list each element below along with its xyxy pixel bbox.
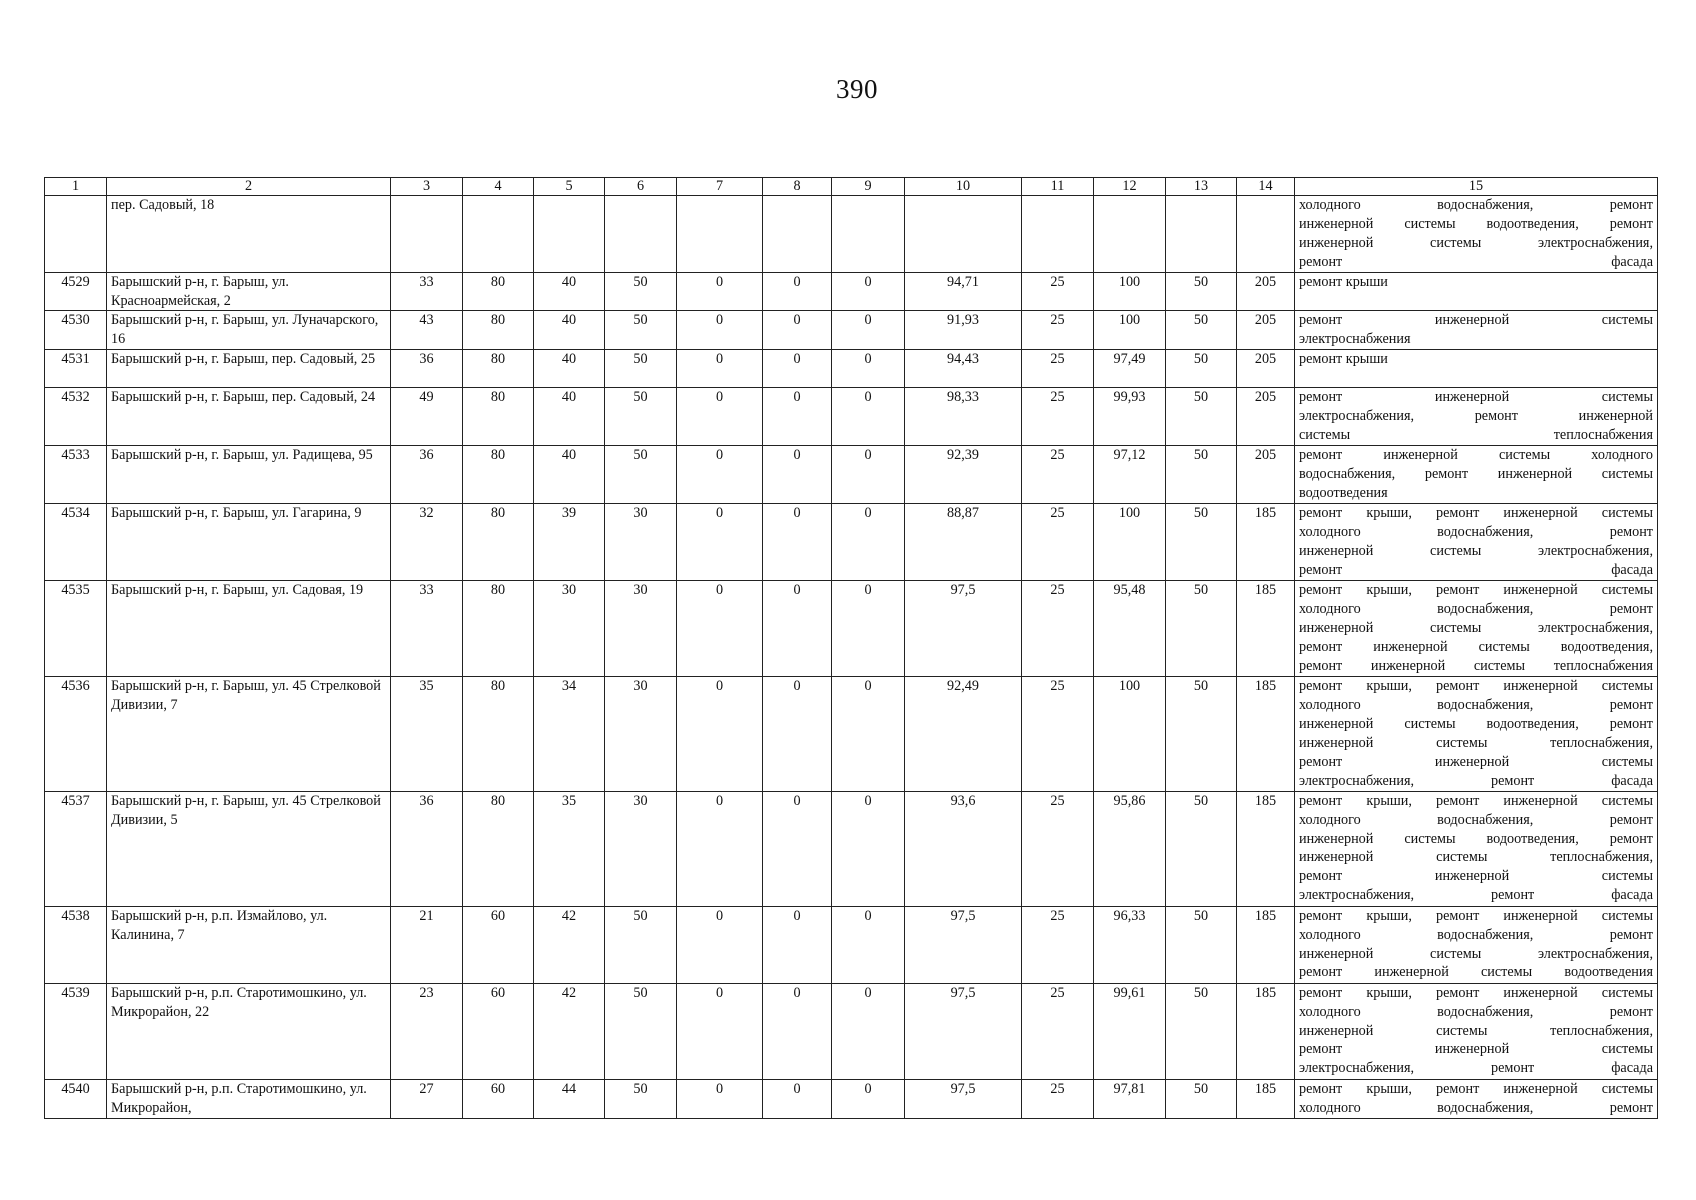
address-cell: Барышский р-н, г. Барыш, ул. 45 Стрелковой Дивизии, 7: [107, 677, 391, 791]
work-line: ремонт инженерной системы водоотведения: [1299, 964, 1653, 981]
value-cell-c8: 0: [763, 906, 832, 983]
value-cell-c8: [763, 196, 832, 273]
value-cell-c5: 39: [534, 504, 605, 581]
work-line: ремонт крыши, ремонт инженерной системы: [1299, 1080, 1653, 1097]
row-number: 4535: [45, 581, 107, 677]
row-number: 4533: [45, 446, 107, 504]
row-number: 4529: [45, 272, 107, 311]
value-cell-c6: 50: [605, 311, 677, 350]
column-header: 11: [1022, 178, 1094, 196]
table-row: [45, 983, 1658, 1079]
work-line: холодного водоснабжения, ремонт: [1299, 697, 1653, 714]
value-cell-c4: 80: [463, 677, 534, 791]
value-cell-c7: 0: [677, 1079, 763, 1118]
work-description-cell: [1295, 446, 1658, 504]
value-cell-c11: 25: [1022, 581, 1094, 677]
value-cell-c14: 205: [1237, 311, 1295, 350]
work-line: ремонт крыши, ремонт инженерной системы: [1299, 792, 1653, 809]
work-line: инженерной системы водоотведения, ремонт: [1299, 215, 1653, 232]
value-cell-c14: 185: [1237, 504, 1295, 581]
work-description-cell: [1295, 677, 1658, 791]
table-row: [45, 677, 1658, 791]
column-header: 9: [832, 178, 905, 196]
value-cell-c13: 50: [1166, 677, 1237, 791]
value-cell-c7: 0: [677, 272, 763, 311]
value-cell-c4: 80: [463, 504, 534, 581]
address-cell: Барышский р-н, г. Барыш, ул. Красноармейская, 2: [107, 272, 391, 311]
table-row: [45, 350, 1658, 388]
value-cell-c3: 36: [391, 791, 463, 906]
work-line: ремонт инженерной системы теплоснабжения: [1299, 657, 1653, 674]
work-line: ремонт крыши, ремонт инженерной системы: [1299, 907, 1653, 924]
column-header: 12: [1094, 178, 1166, 196]
value-cell-c5: 34: [534, 677, 605, 791]
value-cell-c12: 100: [1094, 677, 1166, 791]
work-line: ремонт крыши, ремонт инженерной системы: [1299, 984, 1653, 1001]
work-description-cell: [1295, 311, 1658, 350]
value-cell-c8: 0: [763, 581, 832, 677]
row-number: 4538: [45, 906, 107, 983]
value-cell-c6: 50: [605, 906, 677, 983]
work-description-cell: [1295, 983, 1658, 1079]
value-cell-c9: 0: [832, 350, 905, 388]
value-cell-c10: 97,5: [905, 906, 1022, 983]
work-line: ремонт инженерной системы водоотведения,: [1299, 638, 1653, 655]
work-line: инженерной системы теплоснабжения,: [1299, 1022, 1653, 1039]
column-header: 4: [463, 178, 534, 196]
column-header: 3: [391, 178, 463, 196]
value-cell-c14: 185: [1237, 983, 1295, 1079]
value-cell-c12: 100: [1094, 311, 1166, 350]
value-cell-c6: 50: [605, 272, 677, 311]
value-cell-c13: 50: [1166, 983, 1237, 1079]
value-cell-c6: 30: [605, 791, 677, 906]
value-cell-c11: 25: [1022, 791, 1094, 906]
work-line: холодного водоснабжения, ремонт: [1299, 601, 1653, 618]
value-cell-c7: 0: [677, 311, 763, 350]
value-cell-c10: 94,71: [905, 272, 1022, 311]
work-description-cell: [1295, 350, 1658, 388]
value-cell-c3: 23: [391, 983, 463, 1079]
value-cell-c11: 25: [1022, 1079, 1094, 1118]
column-header: 10: [905, 178, 1022, 196]
work-line: ремонт фасада: [1299, 561, 1653, 578]
table-row: [45, 311, 1658, 350]
work-line: ремонт крыши: [1299, 351, 1388, 368]
column-header: 15: [1295, 178, 1658, 196]
table-body: [45, 196, 1658, 1119]
work-description-cell: [1295, 581, 1658, 677]
row-number: [45, 196, 107, 273]
value-cell-c4: 80: [463, 311, 534, 350]
value-cell-c12: 96,33: [1094, 906, 1166, 983]
column-header: 2: [107, 178, 391, 196]
address-cell: Барышский р-н, г. Барыш, ул. 45 Стрелковой Дивизии, 5: [107, 791, 391, 906]
value-cell-c13: 50: [1166, 272, 1237, 311]
value-cell-c4: [463, 196, 534, 273]
value-cell-c7: 0: [677, 791, 763, 906]
column-header: 1: [45, 178, 107, 196]
value-cell-c4: 80: [463, 791, 534, 906]
value-cell-c3: 36: [391, 350, 463, 388]
register-table: [44, 177, 1658, 1119]
value-cell-c3: 33: [391, 272, 463, 311]
row-number: 4534: [45, 504, 107, 581]
column-header: 5: [534, 178, 605, 196]
value-cell-c9: 0: [832, 272, 905, 311]
value-cell-c14: 185: [1237, 677, 1295, 791]
value-cell-c4: 80: [463, 581, 534, 677]
work-line: холодного водоснабжения, ремонт: [1299, 926, 1653, 943]
value-cell-c9: 0: [832, 791, 905, 906]
value-cell-c12: 99,93: [1094, 388, 1166, 446]
value-cell-c9: 0: [832, 1079, 905, 1118]
address-cell: Барышский р-н, г. Барыш, ул. Садовая, 19: [107, 581, 391, 677]
work-line: инженерной системы теплоснабжения,: [1299, 849, 1653, 866]
page-number: 390: [836, 74, 878, 104]
value-cell-c3: 49: [391, 388, 463, 446]
work-line: инженерной системы теплоснабжения,: [1299, 734, 1653, 751]
value-cell-c14: 185: [1237, 791, 1295, 906]
value-cell-c12: 99,61: [1094, 983, 1166, 1079]
work-description-cell: [1295, 791, 1658, 906]
value-cell-c7: 0: [677, 504, 763, 581]
address-cell: Барышский р-н, г. Барыш, ул. Луначарского, 16: [107, 311, 391, 350]
work-line: инженерной системы электроснабжения,: [1299, 543, 1653, 560]
work-line: холодного водоснабжения, ремонт: [1299, 811, 1653, 828]
value-cell-c9: 0: [832, 311, 905, 350]
value-cell-c6: 30: [605, 504, 677, 581]
value-cell-c12: 97,81: [1094, 1079, 1166, 1118]
value-cell-c10: 92,39: [905, 446, 1022, 504]
work-description-cell: [1295, 504, 1658, 581]
work-line: электроснабжения, ремонт фасада: [1299, 887, 1653, 904]
work-line: электроснабжения, ремонт фасада: [1299, 772, 1653, 789]
value-cell-c14: 205: [1237, 388, 1295, 446]
address-cell: Барышский р-н, г. Барыш, пер. Садовый, 25: [107, 350, 391, 388]
value-cell-c6: [605, 196, 677, 273]
value-cell-c5: 40: [534, 272, 605, 311]
value-cell-c8: 0: [763, 1079, 832, 1118]
value-cell-c13: 50: [1166, 504, 1237, 581]
value-cell-c11: 25: [1022, 983, 1094, 1079]
value-cell-c3: 33: [391, 581, 463, 677]
work-description-cell: [1295, 1079, 1658, 1118]
value-cell-c13: 50: [1166, 311, 1237, 350]
work-description-cell: [1295, 272, 1658, 311]
value-cell-c5: 40: [534, 446, 605, 504]
value-cell-c5: 42: [534, 983, 605, 1079]
value-cell-c11: 25: [1022, 350, 1094, 388]
column-header: 8: [763, 178, 832, 196]
value-cell-c12: 100: [1094, 272, 1166, 311]
table-row: [45, 272, 1658, 311]
work-line: ремонт инженерной системы: [1299, 1041, 1653, 1058]
work-line: ремонт фасада: [1299, 253, 1653, 270]
value-cell-c10: 97,5: [905, 1079, 1022, 1118]
address-cell: Барышский р-н, р.п. Старотимошкино, ул. Микрорайон,: [107, 1079, 391, 1118]
work-line: электроснабжения, ремонт фасада: [1299, 1060, 1653, 1077]
value-cell-c13: 50: [1166, 906, 1237, 983]
value-cell-c4: 60: [463, 1079, 534, 1118]
value-cell-c5: 40: [534, 350, 605, 388]
value-cell-c12: 95,86: [1094, 791, 1166, 906]
value-cell-c12: 97,49: [1094, 350, 1166, 388]
value-cell-c11: 25: [1022, 272, 1094, 311]
work-line: ремонт инженерной системы: [1299, 389, 1653, 406]
work-line: инженерной системы электроснабжения,: [1299, 234, 1653, 251]
work-line: ремонт инженерной системы: [1299, 753, 1653, 770]
value-cell-c3: 43: [391, 311, 463, 350]
value-cell-c8: 0: [763, 350, 832, 388]
value-cell-c6: 50: [605, 446, 677, 504]
value-cell-c7: 0: [677, 983, 763, 1079]
value-cell-c14: [1237, 196, 1295, 273]
value-cell-c8: 0: [763, 791, 832, 906]
work-line: системы теплоснабжения: [1299, 427, 1653, 444]
work-line: электроснабжения, ремонт инженерной: [1299, 408, 1653, 425]
value-cell-c14: 185: [1237, 906, 1295, 983]
work-line: ремонт инженерной системы холодного: [1299, 447, 1653, 464]
value-cell-c12: 100: [1094, 504, 1166, 581]
address-cell: пер. Садовый, 18: [107, 196, 391, 273]
work-line: ремонт крыши, ремонт инженерной системы: [1299, 582, 1653, 599]
table-row: [45, 791, 1658, 906]
row-number: 4531: [45, 350, 107, 388]
table-row: [45, 906, 1658, 983]
value-cell-c8: 0: [763, 677, 832, 791]
value-cell-c5: [534, 196, 605, 273]
value-cell-c13: 50: [1166, 350, 1237, 388]
value-cell-c9: 0: [832, 983, 905, 1079]
value-cell-c3: 21: [391, 906, 463, 983]
value-cell-c13: 50: [1166, 791, 1237, 906]
table-row: [45, 581, 1658, 677]
row-number: 4532: [45, 388, 107, 446]
table-row: [45, 504, 1658, 581]
value-cell-c10: [905, 196, 1022, 273]
value-cell-c7: 0: [677, 581, 763, 677]
value-cell-c13: 50: [1166, 388, 1237, 446]
column-header: 14: [1237, 178, 1295, 196]
value-cell-c10: 97,5: [905, 983, 1022, 1079]
value-cell-c9: 0: [832, 446, 905, 504]
work-description-cell: [1295, 196, 1658, 273]
value-cell-c6: 50: [605, 350, 677, 388]
value-cell-c4: 60: [463, 983, 534, 1079]
work-line: водоотведения: [1299, 485, 1388, 502]
work-line: холодного водоснабжения, ремонт: [1299, 524, 1653, 541]
value-cell-c6: 30: [605, 677, 677, 791]
value-cell-c8: 0: [763, 272, 832, 311]
value-cell-c8: 0: [763, 311, 832, 350]
work-line: ремонт инженерной системы: [1299, 868, 1653, 885]
value-cell-c10: 88,87: [905, 504, 1022, 581]
value-cell-c12: [1094, 196, 1166, 273]
value-cell-c6: 50: [605, 983, 677, 1079]
value-cell-c3: 36: [391, 446, 463, 504]
row-number: 4530: [45, 311, 107, 350]
value-cell-c9: [832, 196, 905, 273]
value-cell-c5: 40: [534, 388, 605, 446]
work-line: водоснабжения, ремонт инженерной системы: [1299, 466, 1653, 483]
address-cell: Барышский р-н, р.п. Измайлово, ул. Калинина, 7: [107, 906, 391, 983]
value-cell-c11: 25: [1022, 388, 1094, 446]
value-cell-c13: 50: [1166, 1079, 1237, 1118]
address-cell: Барышский р-н, р.п. Старотимошкино, ул. Микрорайон, 22: [107, 983, 391, 1079]
value-cell-c4: 60: [463, 906, 534, 983]
table-row: [45, 446, 1658, 504]
value-cell-c11: 25: [1022, 311, 1094, 350]
work-line: ремонт крыши: [1299, 273, 1388, 290]
value-cell-c8: 0: [763, 446, 832, 504]
work-description-cell: [1295, 906, 1658, 983]
value-cell-c9: 0: [832, 906, 905, 983]
value-cell-c4: 80: [463, 446, 534, 504]
value-cell-c14: 205: [1237, 272, 1295, 311]
value-cell-c3: 32: [391, 504, 463, 581]
column-header: 7: [677, 178, 763, 196]
address-cell: Барышский р-н, г. Барыш, ул. Радищева, 95: [107, 446, 391, 504]
work-line: ремонт крыши, ремонт инженерной системы: [1299, 678, 1653, 695]
value-cell-c10: 91,93: [905, 311, 1022, 350]
work-line: ремонт инженерной системы: [1299, 312, 1653, 329]
table-row: [45, 196, 1658, 273]
value-cell-c7: [677, 196, 763, 273]
row-number: 4536: [45, 677, 107, 791]
value-cell-c14: 205: [1237, 350, 1295, 388]
value-cell-c4: 80: [463, 350, 534, 388]
value-cell-c6: 50: [605, 388, 677, 446]
value-cell-c5: 35: [534, 791, 605, 906]
work-line: ремонт крыши, ремонт инженерной системы: [1299, 505, 1653, 522]
value-cell-c5: 44: [534, 1079, 605, 1118]
value-cell-c14: 185: [1237, 581, 1295, 677]
table-row: [45, 1079, 1658, 1118]
value-cell-c6: 50: [605, 1079, 677, 1118]
value-cell-c4: 80: [463, 388, 534, 446]
work-line: холодного водоснабжения, ремонт: [1299, 1099, 1653, 1116]
row-number: 4539: [45, 983, 107, 1079]
value-cell-c9: 0: [832, 388, 905, 446]
work-line: холодного водоснабжения, ремонт: [1299, 197, 1653, 213]
value-cell-c4: 80: [463, 272, 534, 311]
address-cell: Барышский р-н, г. Барыш, пер. Садовый, 24: [107, 388, 391, 446]
value-cell-c10: 93,6: [905, 791, 1022, 906]
value-cell-c8: 0: [763, 983, 832, 1079]
value-cell-c7: 0: [677, 677, 763, 791]
value-cell-c11: 25: [1022, 504, 1094, 581]
value-cell-c11: 25: [1022, 446, 1094, 504]
value-cell-c7: 0: [677, 388, 763, 446]
value-cell-c5: 42: [534, 906, 605, 983]
value-cell-c9: 0: [832, 581, 905, 677]
value-cell-c3: 35: [391, 677, 463, 791]
value-cell-c12: 95,48: [1094, 581, 1166, 677]
value-cell-c7: 0: [677, 446, 763, 504]
value-cell-c14: 205: [1237, 446, 1295, 504]
value-cell-c11: [1022, 196, 1094, 273]
value-cell-c3: [391, 196, 463, 273]
value-cell-c6: 30: [605, 581, 677, 677]
value-cell-c3: 27: [391, 1079, 463, 1118]
value-cell-c5: 30: [534, 581, 605, 677]
value-cell-c8: 0: [763, 504, 832, 581]
address-cell: Барышский р-н, г. Барыш, ул. Гагарина, 9: [107, 504, 391, 581]
table-row: [45, 388, 1658, 446]
column-header: 13: [1166, 178, 1237, 196]
work-line: инженерной системы электроснабжения,: [1299, 945, 1653, 962]
value-cell-c11: 25: [1022, 906, 1094, 983]
value-cell-c7: 0: [677, 350, 763, 388]
work-line: электроснабжения: [1299, 331, 1411, 348]
row-number: 4540: [45, 1079, 107, 1118]
value-cell-c8: 0: [763, 388, 832, 446]
value-cell-c11: 25: [1022, 677, 1094, 791]
value-cell-c9: 0: [832, 677, 905, 791]
value-cell-c13: 50: [1166, 581, 1237, 677]
work-line: инженерной системы электроснабжения,: [1299, 620, 1653, 637]
value-cell-c5: 40: [534, 311, 605, 350]
value-cell-c10: 98,33: [905, 388, 1022, 446]
value-cell-c9: 0: [832, 504, 905, 581]
value-cell-c10: 97,5: [905, 581, 1022, 677]
value-cell-c7: 0: [677, 906, 763, 983]
value-cell-c13: [1166, 196, 1237, 273]
work-description-cell: [1295, 388, 1658, 446]
value-cell-c12: 97,12: [1094, 446, 1166, 504]
work-line: холодного водоснабжения, ремонт: [1299, 1003, 1653, 1020]
row-number: 4537: [45, 791, 107, 906]
value-cell-c10: 92,49: [905, 677, 1022, 791]
value-cell-c14: 185: [1237, 1079, 1295, 1118]
work-line: инженерной системы водоотведения, ремонт: [1299, 830, 1653, 847]
work-line: инженерной системы водоотведения, ремонт: [1299, 716, 1653, 733]
value-cell-c13: 50: [1166, 446, 1237, 504]
column-header: 6: [605, 178, 677, 196]
column-number-header: [45, 178, 1658, 196]
value-cell-c10: 94,43: [905, 350, 1022, 388]
